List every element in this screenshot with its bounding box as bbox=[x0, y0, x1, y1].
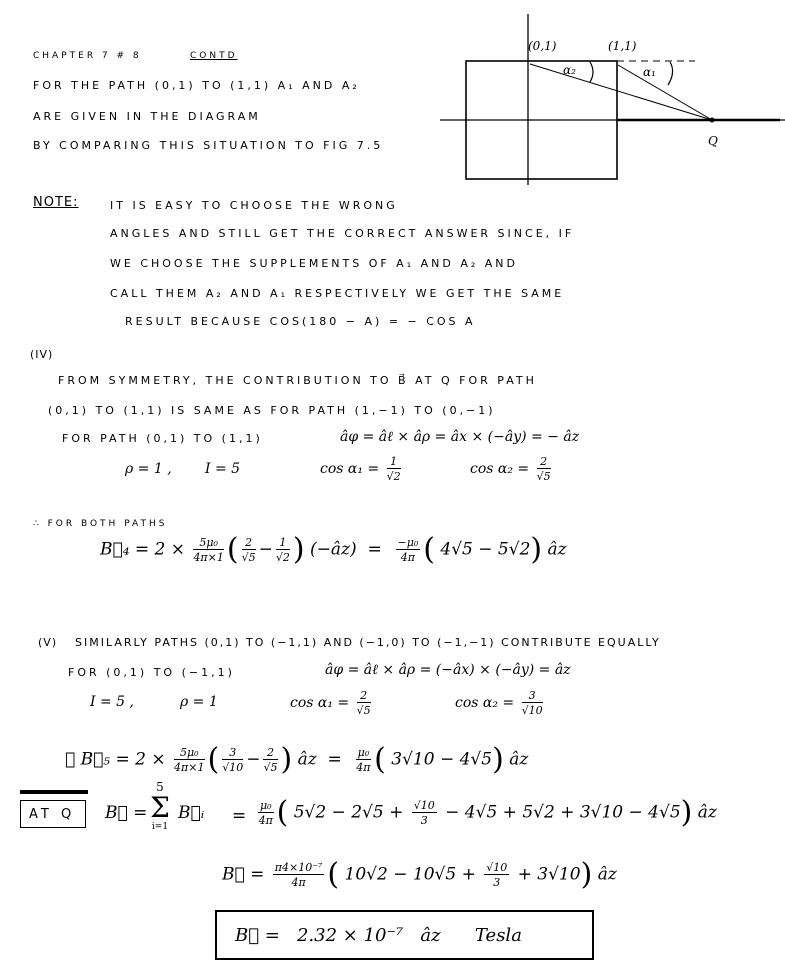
part-iv-line-3-text: FOR PATH (0,1) TO (1,1) bbox=[62, 432, 263, 445]
geometry-diagram bbox=[440, 0, 785, 190]
total-b-lhs: B⃗ = bbox=[105, 803, 148, 823]
total-direction: âz bbox=[697, 802, 717, 823]
both-paths-label: ∴ FOR BOTH PATHS bbox=[33, 519, 168, 529]
point-q-label: Q bbox=[708, 134, 718, 148]
b5-t1-den: √10 bbox=[222, 761, 244, 774]
b5-direction: âz bbox=[297, 749, 317, 770]
part-iv-line-1: FROM SYMMETRY, THE CONTRIBUTION TO B⃗ AT Q FOR PATH bbox=[58, 374, 537, 387]
part-iv-unit-vector-eq: âφ = âℓ × âρ = âx × (−ây) = − âz bbox=[340, 429, 580, 445]
cos-alpha1-num: 2 bbox=[357, 690, 371, 703]
sum-symbol: Σ bbox=[150, 791, 170, 824]
numeric-coef-num: π4×10⁻⁷ bbox=[274, 861, 323, 874]
final-answer: B⃗ = 2.32 × 10⁻⁷ âz Tesla bbox=[235, 925, 522, 946]
point-label-0-1: (0,1) bbox=[528, 39, 557, 53]
part-iv-line-2: (0,1) TO (1,1) IS SAME AS FOR PATH (1,−1) TO (0,−1) bbox=[48, 404, 496, 417]
total-equals: = bbox=[232, 806, 247, 826]
part-iv-rho: ρ = 1 , bbox=[125, 461, 172, 477]
numeric-coef-den: 4π bbox=[291, 876, 306, 889]
b5-minus: − bbox=[246, 749, 261, 770]
part-v-cos-alpha2 bbox=[455, 690, 546, 716]
part-v-rho: ρ = 1 bbox=[180, 694, 218, 710]
part-iv-current: I = 5 bbox=[205, 461, 241, 477]
b4-result-body: 4√5 − 5√2 bbox=[440, 539, 531, 560]
cos-alpha2-den: √5 bbox=[536, 470, 551, 483]
at-q-box bbox=[20, 800, 86, 828]
part-v-unit-vector-eq: âφ = âℓ × âρ = (−âx) × (−ây) = âz bbox=[325, 662, 571, 678]
note-line-5: RESULT BECAUSE COS(180 − Α) = − COS Α bbox=[125, 315, 476, 328]
numeric-b-lhs: B⃗ = bbox=[222, 864, 265, 885]
b5-t1-num: 3 bbox=[222, 747, 243, 760]
numeric-direction: âz bbox=[597, 864, 617, 885]
numeric-frac-den: 3 bbox=[493, 876, 501, 889]
contd-label: CONTD bbox=[190, 51, 238, 61]
b4-minus: − bbox=[258, 539, 273, 560]
cos-alpha1-den: √5 bbox=[356, 704, 371, 717]
total-frac-num: √10 bbox=[413, 799, 435, 812]
b5-result-num: μ₀ bbox=[357, 746, 370, 759]
numeric-body-a: 10√2 − 10√5 + bbox=[344, 864, 476, 885]
note-line-4: CALL THEM Α₂ AND Α₁ RESPECTIVELY WE GET THE SAME bbox=[110, 287, 565, 300]
b5-equals: = bbox=[327, 749, 342, 770]
angle-alpha2-label: α₂ bbox=[563, 63, 576, 77]
sum-upper-limit: 5 bbox=[156, 780, 164, 794]
part-v-line-1: SIMILARLY PATHS (0,1) TO (−1,1) AND (−1,0) TO (−1,−1) CONTRIBUTE EQUALLY bbox=[75, 636, 661, 649]
intro-line-3: BY COMPARING THIS SITUATION TO FIG 7.5 bbox=[33, 139, 384, 152]
total-expansion: $\frac{\text{μ₀}}{4\pi}$ ( 5√2 − 2√5 + $\frac{√10}{3}$ − 4√5 + 5√2 + 3√10 − 4√5) âz bbox=[258, 795, 717, 830]
part-v-label: (V) bbox=[38, 636, 58, 649]
b4-t2-num: 1 bbox=[276, 537, 290, 550]
intro-line-1: FOR THE PATH (0,1) TO (1,1) Α₁ AND Α₂ bbox=[33, 79, 360, 92]
b5-result-direction: âz bbox=[509, 749, 529, 770]
b4-result-den: 4π bbox=[400, 551, 415, 564]
total-frac-den: 3 bbox=[420, 814, 428, 827]
b5-result-body: 3√10 − 4√5 bbox=[391, 749, 493, 770]
part-v-line-2-text: FOR (0,1) TO (−1,1) bbox=[68, 666, 235, 679]
b4-t2-den: √2 bbox=[275, 551, 290, 564]
cos-alpha1-lhs: cos α₁ = bbox=[320, 461, 380, 477]
b5-result-den: 4π bbox=[356, 761, 371, 774]
cos-alpha1-num: 1 bbox=[387, 456, 401, 469]
note-line-1: IT IS EASY TO CHOOSE THE WRONG bbox=[110, 199, 398, 212]
b4-coef-den: 4π×1 bbox=[193, 551, 224, 564]
total-body-b: − 4√5 + 5√2 + 3√10 − 4√5 bbox=[445, 802, 681, 823]
total-body-a: 5√2 − 2√5 + bbox=[293, 802, 404, 823]
summation bbox=[145, 780, 175, 832]
cos-alpha1-lhs: cos α₁ = bbox=[290, 695, 350, 711]
b4-t1-num: 2 bbox=[242, 537, 256, 550]
sum-lower-limit: i=1 bbox=[151, 822, 169, 832]
cos-alpha2-den: √10 bbox=[521, 704, 543, 717]
b5-coef-num: 5μ₀ bbox=[174, 747, 204, 760]
total-coef-den: 4π bbox=[258, 814, 273, 827]
b5-t2-den: √5 bbox=[263, 761, 278, 774]
b5-coef-den: 4π×1 bbox=[174, 761, 205, 774]
at-q-bar bbox=[20, 790, 88, 794]
numeric-frac-num: √10 bbox=[486, 861, 508, 874]
at-q-label: AT Q bbox=[29, 807, 76, 822]
final-answer-box bbox=[215, 910, 594, 960]
sum-term: B⃗ᵢ bbox=[178, 803, 205, 823]
b4-equation: B⃗₄ = 2 × $\frac{\text{5μ₀}}{4\pi\times 1}$ ( $\frac{2}{√5}$ − $\frac{1}{√2}$ ) (−âz) = $\frac{\text{−μ₀}}{4\pi}$ ( 4√5 − 5√2) âz bbox=[100, 532, 567, 567]
chapter-label: CHAPTER 7 # 8 bbox=[33, 51, 142, 61]
part-iv-cos-alpha2 bbox=[470, 456, 554, 482]
b4-coef-num: 5μ₀ bbox=[193, 537, 223, 550]
note-line-3: WE CHOOSE THE SUPPLEMENTS OF Α₁ AND Α₂ AND bbox=[110, 257, 518, 270]
square-loop-figure bbox=[440, 0, 785, 190]
cos-alpha2-lhs: cos α₂ = bbox=[470, 461, 530, 477]
angle-alpha1-label: α₁ bbox=[643, 65, 656, 79]
total-coef-num: μ₀ bbox=[260, 799, 272, 812]
b5-lhs: ∴ B⃗₅ = 2 × bbox=[65, 749, 166, 770]
numeric-body-b: + 3√10 bbox=[517, 864, 581, 885]
part-v-cos-alpha1 bbox=[290, 690, 374, 716]
note-line-2: ANGLES AND STILL GET THE CORRECT ANSWER SINCE, IF bbox=[110, 227, 575, 240]
b4-equals: = bbox=[367, 539, 382, 560]
b4-direction: (−âz) bbox=[310, 539, 357, 560]
part-iv-label: (IV) bbox=[30, 348, 54, 361]
part-iv-cos-alpha1 bbox=[320, 456, 404, 482]
b4-result-num: −μ₀ bbox=[397, 536, 419, 549]
b4-lhs: B⃗₄ = 2 × bbox=[100, 539, 186, 560]
note-label: NOTE: bbox=[33, 195, 79, 210]
cos-alpha2-num: 3 bbox=[522, 690, 543, 703]
cos-alpha2-num: 2 bbox=[537, 456, 551, 469]
point-label-1-1: (1,1) bbox=[608, 39, 637, 53]
part-v-current: I = 5 , bbox=[90, 694, 134, 710]
intro-line-2: ARE GIVEN IN THE DIAGRAM bbox=[33, 110, 261, 123]
b4-result-direction: âz bbox=[547, 539, 567, 560]
b4-t1-den: √5 bbox=[241, 551, 256, 564]
numeric-expansion: B⃗ = $\frac{\text{π4×10⁻⁷}}{4\pi}$ ( 10√2 − 10√5 + $\frac{√10}{3}$ + 3√10) âz bbox=[222, 857, 617, 892]
cos-alpha1-den: √2 bbox=[386, 470, 401, 483]
b5-equation: ∴ B⃗₅ = 2 × $\frac{\text{5μ₀}}{4\pi\times 1}$ ( $\frac{3}{√10}$ − $\frac{2}{√5}$ ) âz = $\frac{\text{μ₀}}{4\pi}$ ( 3√10 − 4√5) âz bbox=[65, 742, 529, 777]
b5-t2-num: 2 bbox=[263, 747, 277, 760]
cos-alpha2-lhs: cos α₂ = bbox=[455, 695, 515, 711]
